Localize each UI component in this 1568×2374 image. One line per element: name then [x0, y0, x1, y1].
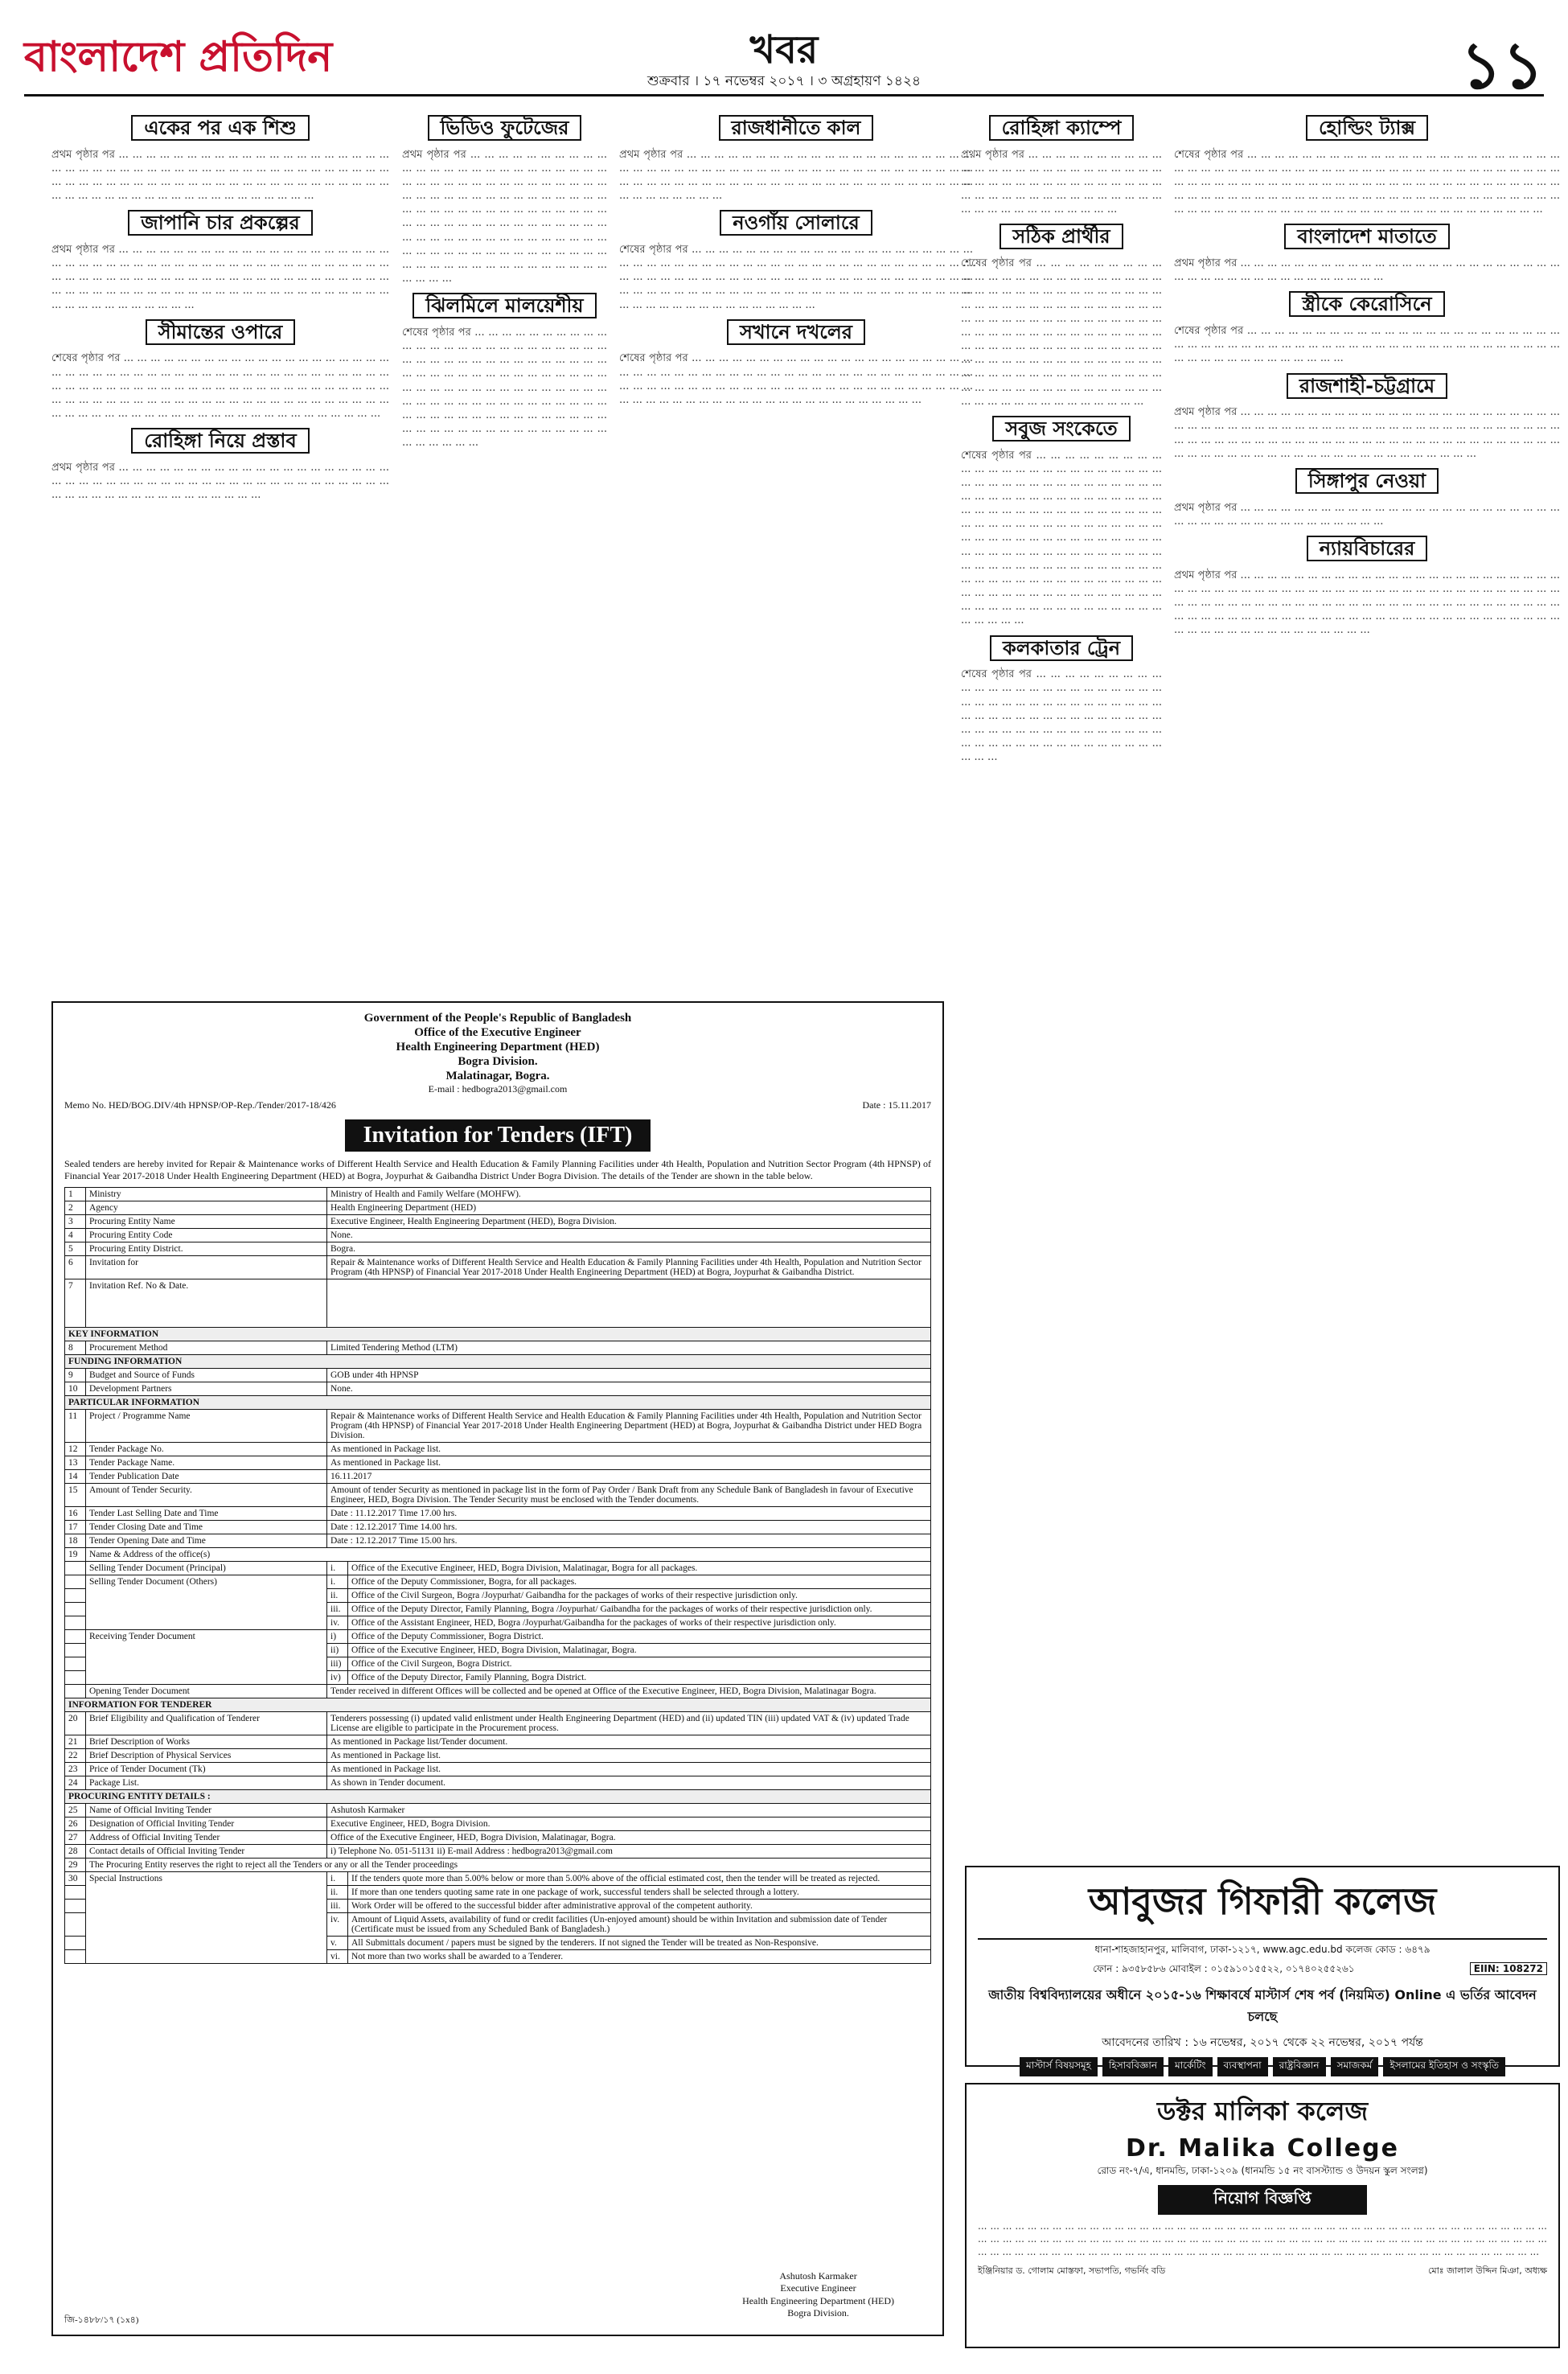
- column-2: [402, 113, 607, 989]
- table-row: 17 Tender Closing Date and Time Date : 12.12.2017 Time 14.00 hrs.: [65, 1521, 931, 1534]
- headline: স্ত্রীকে কেরোসিনে: [1174, 292, 1560, 318]
- table-row: 16 Tender Last Selling Date and Time Date : 11.12.2017 Time 17.00 hrs.: [65, 1507, 931, 1521]
- tender-date: Date : 15.11.2017: [862, 1099, 931, 1111]
- masthead: [24, 16, 1544, 103]
- headline: রাজশাহী-চট্টগ্রামে: [1174, 374, 1560, 400]
- tender-address: Malatinagar, Bogra.: [445, 1070, 550, 1082]
- headline: ন্যায়বিচারের: [1174, 536, 1560, 562]
- story-body: প্রথম পৃষ্ঠার পর ... ... ... ... ... ... ... ... ... ... ... ... ... ... ... ... ... ... ... ... ... ... ... ... ... ... ... ... ... ... ... ... ... ... ... ... ... ... ... ... ... ... ... ... ... ... ... ... ... ... ... ... ... ... ... ... ... ... ... ... ... ... ... ... ... ... ... ... ... ... ... ... ... ... ... ... ... ... ... ... ... ... ... ... ... ... ... ... ... ... ... ... ... ... ... ... ... ... ... ... ... ... ... ... ... ... ... ... ... ... ... ... ... ... ... ... ... ... ... ... ... ... ... ... ... ... ... ... ... ... ... ... ... ...: [402, 148, 607, 285]
- story: [402, 116, 607, 285]
- story: [1174, 469, 1560, 528]
- story: [961, 224, 1162, 408]
- story: [619, 116, 973, 203]
- story: [51, 116, 389, 203]
- college-phones: EIIN: 108272 ফোন : ৯৩৫৮৫৮৬ মোবাইল : ০১৫৯১০১৫৫২২, ০১৭৪০২৫৫২৬১: [978, 1962, 1547, 1978]
- table-row: Opening Tender Document Tender received in different Offices will be collected and be opened at Office of the Executive Engineer, HED, Bogra Division, Malatinagar Bogra.: [65, 1685, 931, 1698]
- table-row: Selling Tender Document (Others) i. Office of the Deputy Commissioner, Bogra, for all packages.: [65, 1575, 931, 1589]
- table-row: ii. If more than one tenders quoting same rate in one package of work, successful tenders shall be selected through a lottery.: [65, 1886, 931, 1900]
- table-row: iv. Amount of Liquid Assets, availability of fund or credit facilities (Un-enjoyed amount) should be within Invitation and submission date of Tender (Certificate must be issued from any Scheduled Bank of Bangladesh.): [65, 1913, 931, 1937]
- college-address: ধানা-শাহজাহানপুর, মালিবাগ, ঢাকা-১২১৭, www.agc.edu.bd কলেজ কোড : ৬৪৭৯: [1094, 1944, 1430, 1955]
- table-row: 29 The Procuring Entity reserves the right to reject all the Tenders or any or all the Tender proceedings: [65, 1859, 931, 1872]
- table-row: 3 Procuring Entity Name Executive Engineer, Health Engineering Department (HED), Bogra Division.: [65, 1215, 931, 1229]
- story-body: প্রথম পৃষ্ঠার পর ... ... ... ... ... ... ... ... ... ... ... ... ... ... ... ... ... ... ... ... ... ... ... ... ... ... ... ... ... ... ... ... ... ... ... ... ... ... ... ... ... ... ... ... ... ... ... ... ... ... ... ... ... ... ... ... ... ... ... ... ... ... ... ... ... ... ... ... ... ... ... ... ... ... ... ... ... ... ... ... ... ... ... ... ... ... ... ... ... ... ... ... ... ... ... ... ... ... ... ... ... ... ... ... ... ... ... ... ... ... ... ... ... ... ... ... ... ... ... ... ... ... ... ... ... ...: [1174, 569, 1560, 637]
- table-row: v. All Submittals document / papers must be signed by the tenderers. If not signed the Tender will be treated as Non-Responsive.: [65, 1937, 931, 1950]
- section-title: খবর: [749, 27, 819, 72]
- story-body: শেষের পৃষ্ঠার পর ... ... ... ... ... ... ... ... ... ... ... ... ... ... ... ... ... ... ... ... ... ... ... ... ... ... ... ... ... ... ... ... ... ... ... ... ... ... ... ... ... ... ... ... ... ... ... ... ... ... ... ... ... ... ... ... ... ... ... ... ... ... ... ... ...: [1174, 325, 1560, 365]
- table-row: iii) Office of the Civil Surgeon, Bogra District.: [65, 1657, 931, 1671]
- malika-body: ... ... ... ... ... ... ... ... ... ... ... ... ... ... ... ... ... ... ... ... ... ... ... ... ... ... ... ... ... ... ... ... ... ... ... ... ... ... ... ... ... ... ... ... ... ... ... ... ... ... ... ... ... ... ... ... ... ... ... ... ... ... ... ... ... ... ... ... ... ... ... ... ... ... ... ... ... ... ... ... ... ... ... ... ... ... ... ... ... ... ... ... ... ... ... ... ... ... ... ... ... ... ... ... ... ... ... ... ... ... ... ... ... ... ... ... ... ... ... ... ... ... ... ... ... ... ... ... ... ... ... ... ... ... ... ... ... ...: [978, 2220, 1547, 2258]
- malika-address: রোড নং-৭/এ, ধানমন্ডি, ঢাকা-১২০৯ (ধানমন্ডি ১৫ নং বাসস্ট্যান্ড ও উদয়ন স্কুল সংলগ্ন): [1097, 2165, 1428, 2176]
- column-1: [51, 113, 389, 989]
- headline: সীমান্তের ওপারে: [51, 320, 389, 346]
- story: [961, 417, 1162, 628]
- table-row: iv. Office of the Assistant Engineer, HED, Bogra /Joypurhat/Gaibandha for the packages of works of their respective jurisdiction only.: [65, 1616, 931, 1630]
- story-body: শেষের পৃষ্ঠার পর ... ... ... ... ... ... ... ... ... ... ... ... ... ... ... ... ... ... ... ... ... ... ... ... ... ... ... ... ... ... ... ... ... ... ... ... ... ... ... ... ... ... ... ... ... ... ... ... ... ... ... ... ... ... ... ... ... ... ... ... ... ... ... ... ... ... ... ... ... ... ... ... ... ... ... ... ... ... ... ... ... ... ... ... ... ... ... ... ... ... ... ... ... ... ... ... ... ... ... ... ... ... ... ... ... ... ... ... ... ... ... ... ... ... ... ... ... ... ... ... ... ... ... ... ... ... ... ... ... ... ... ... ... ... ... ... ... ... ... ... ... ... ... ... ... ... ... ... ... ... ... ... ... ... ... ... ... ... ... ... ... ... ... ... ... ... ... ... ... ... ... ... ... ... ... ... ... ... ...: [961, 449, 1162, 627]
- malika-name-en: Dr. Malika College: [1126, 2134, 1399, 2162]
- headline: সখানে দখলের: [619, 320, 973, 346]
- story-body: শেষের পৃষ্ঠার পর ... ... ... ... ... ... ... ... ... ... ... ... ... ... ... ... ... ... ... ... ... ... ... ... ... ... ... ... ... ... ... ... ... ... ... ... ... ... ... ... ... ... ... ... ... ... ... ... ... ... ... ... ... ... ... ... ... ... ... ... ... ... ... ... ... ... ... ... ... ... ... ... ... ... ... ... ... ... ... ... ... ... ... ... ... ... ... ... ... ... ... ... ... ... ... ... ... ... ... ... ... ... ... ... ... ... ... ... ... ... ... ... ... ...: [619, 243, 973, 311]
- table-row: Receiving Tender Document i) Office of the Deputy Commissioner, Bogra District.: [65, 1630, 931, 1644]
- headline: সিঙ্গাপুর নেওয়া: [1174, 469, 1560, 495]
- college-notice: জাতীয় বিশ্ববিদ্যালয়ের অধীনে ২০১৫-১৬ শিক্ষাবর্ষে মাস্টার্স শেষ পর্ব (নিয়মিত) Online এ ভর্তির আবেদন চলছে: [988, 1987, 1537, 2024]
- story-body: প্রথম পৃষ্ঠার পর ... ... ... ... ... ... ... ... ... ... ... ... ... ... ... ... ... ... ... ... ... ... ... ... ... ... ... ... ... ... ... ... ... ... ... ... ... ... ... ...: [1174, 501, 1560, 528]
- dateline: শুক্রবার । ১৭ নভেম্বর ২০১৭ । ৩ অগ্রহায়ণ ১৪২৪: [646, 73, 922, 89]
- story: [961, 116, 1162, 216]
- subject-chip: হিসাববিজ্ঞান: [1102, 2057, 1164, 2076]
- table-row: 13 Tender Package Name. As mentioned in Package list.: [65, 1456, 931, 1470]
- table-row: 6 Invitation for Repair & Maintenance works of Different Health Service and Health Education & Family Planning Facilities under 4th Health, Population and Nutrition Sector Program (4th HPNSP) of Financial Year 2017-2018 Under Health Engineering Department (HED) at Bogra, Joypurhat & Gaibandha District.: [65, 1256, 931, 1279]
- college-dates: আবেদনের তারিখ : ১৬ নভেম্বর, ২০১৭ থেকে ২২ নভেম্বর, ২০১৭ পর্যন্ত: [1102, 2036, 1423, 2049]
- tender-gov: Government of the People's Republic of Bangladesh: [363, 1012, 632, 1025]
- table-row: 23 Price of Tender Document (Tk) As mentioned in Package list.: [65, 1763, 931, 1776]
- story-body: শেষের পৃষ্ঠার পর ... ... ... ... ... ... ... ... ... ... ... ... ... ... ... ... ... ... ... ... ... ... ... ... ... ... ... ... ... ... ... ... ... ... ... ... ... ... ... ... ... ... ... ... ... ... ... ... ... ... ... ... ... ... ... ... ... ... ... ... ... ... ... ... ... ... ... ... ... ... ... ... ... ... ... ... ... ... ... ... ... ... ... ... ... ... ... ... ... ... ... ... ... ... ... ... ... ... ... ... ... ... ... ... ... ... ... ... ... ... ... ... ... ... ... ... ... ... ... ... ...: [402, 326, 607, 450]
- story-body: প্রথম পৃষ্ঠার পর ... ... ... ... ... ... ... ... ... ... ... ... ... ... ... ... ... ... ... ... ... ... ... ... ... ... ... ... ... ... ... ... ... ... ... ... ... ... ... ... ... ... ... ... ... ... ... ... ... ... ... ... ... ... ... ... ... ... ... ... ... ... ... ... ... ... ... ... ... ... ... ... ... ... ... ... ... ... ... ... ... ... ... ... ... ... ... ... ... ...: [51, 148, 389, 203]
- story: [1174, 536, 1560, 637]
- tender-title: Invitation for Tenders (IFT): [345, 1119, 651, 1152]
- table-row: 15 Amount of Tender Security. Amount of tender Security as mentioned in package list in the form of Pay Order / Bank Draft from any Schedule Bank of Bangladesh in favour of Executive Engineer, HED, Bogra Division. The Tender Security must be enclosed with the Tender documents.: [65, 1484, 931, 1507]
- story-body: শেষের পৃষ্ঠার পর ... ... ... ... ... ... ... ... ... ... ... ... ... ... ... ... ... ... ... ... ... ... ... ... ... ... ... ... ... ... ... ... ... ... ... ... ... ... ... ... ... ... ... ... ... ... ... ... ... ... ... ... ... ... ... ... ... ... ... ... ... ... ... ... ... ... ... ... ... ... ... ... ... ... ... ... ... ... ... ... ... ... ... ... ... ... ... ... ... ... ... ... ... ... ... ... ... ... ... ... ... ... ... ... ... ... ... ... ... ... ... ... ... ... ... ... ... ... ... ... ... ... ... ... ... ... ... ... ... ... ... ... ... ... ... ... ... ... ... ... ... ... ... ... ... ... ... ... ... ... ... ... ... ... ... ... ... ...: [961, 257, 1162, 408]
- headline: সবুজ সংকেতে: [961, 417, 1162, 442]
- table-row: 14 Tender Publication Date 16.11.2017: [65, 1470, 931, 1484]
- subject-chip: ইসলামের ইতিহাস ও সংস্কৃতি: [1383, 2057, 1505, 2076]
- table-row: 18 Tender Opening Date and Time Date : 12.12.2017 Time 15.00 hrs.: [65, 1534, 931, 1548]
- story: [961, 636, 1162, 765]
- headline: কলকাতার ট্রেন: [961, 636, 1162, 662]
- tender-memo-row: [64, 1099, 931, 1111]
- subject-chip: মার্কেটিং: [1168, 2057, 1213, 2076]
- column-4: [961, 113, 1162, 1850]
- story: [619, 211, 973, 311]
- story-body: শেষের পৃষ্ঠার পর ... ... ... ... ... ... ... ... ... ... ... ... ... ... ... ... ... ... ... ... ... ... ... ... ... ... ... ... ... ... ... ... ... ... ... ... ... ... ... ... ... ... ... ... ... ... ... ... ... ... ... ... ... ... ... ... ... ... ... ... ... ... ... ... ... ... ... ... ... ... ... ... ... ... ... ... ... ... ... ... ... ... ... ... ... ... ...: [961, 668, 1162, 764]
- subject-list: [978, 2057, 1547, 2076]
- column-5: [1174, 113, 1560, 1850]
- headline: সঠিক প্রার্থীর: [961, 224, 1162, 250]
- story-body: শেষের পৃষ্ঠার পর ... ... ... ... ... ... ... ... ... ... ... ... ... ... ... ... ... ... ... ... ... ... ... ... ... ... ... ... ... ... ... ... ... ... ... ... ... ... ... ... ... ... ... ... ... ... ... ... ... ... ... ... ... ... ... ... ... ... ... ... ... ... ... ... ... ... ... ... ... ... ... ... ... ... ... ... ... ... ... ... ... ... ... ... ... ... ... ... ... ... ... ... ... ... ... ...: [619, 352, 973, 406]
- table-row: 5 Procuring Entity District. Bogra.: [65, 1242, 931, 1256]
- story-body: প্রথম পৃষ্ঠার পর ... ... ... ... ... ... ... ... ... ... ... ... ... ... ... ... ... ... ... ... ... ... ... ... ... ... ... ... ... ... ... ... ... ... ... ... ... ... ... ...: [1174, 257, 1560, 284]
- tender-ad: [51, 1001, 944, 2336]
- column-3: [619, 113, 973, 989]
- headline: রোহিঙ্গা নিয়ে প্রস্তাব: [51, 429, 389, 454]
- table-row: 25 Name of Official Inviting Tender Ashutosh Karmaker: [65, 1804, 931, 1817]
- tender-signature: Ashutosh Karmaker Executive Engineer Health Engineering Department (HED) Bogra Division.: [742, 2269, 894, 2319]
- table-row: 12 Tender Package No. As mentioned in Package list.: [65, 1443, 931, 1456]
- story: [402, 294, 607, 450]
- malika-name-bn: ডক্টর মালিকা কলেজ: [1156, 2096, 1369, 2126]
- malika-footer: ইঞ্জিনিয়ার ড. গোলাম মোস্তফা, সভাপতি, গভর্নিং বডি মোঃ জালাল উদ্দিন মিঞা, অধ্যক্ষ: [978, 2265, 1547, 2276]
- story-body: প্রথম পৃষ্ঠার পর ... ... ... ... ... ... ... ... ... ... ... ... ... ... ... ... ... ... ... ... ... ... ... ... ... ... ... ... ... ... ... ... ... ... ... ... ... ... ... ... ... ... ... ... ... ... ... ... ... ... ... ... ... ... ... ... ... ... ... ... ... ... ... ... ... ... ... ... ... ... ... ... ... ... ... ... ... ... ... ... ... ... ... ... ... ... ... ... ... ... ... ... ... ... ... ... ... ... ... ... ... ... ... ... ... ...: [51, 243, 389, 311]
- table-row: iv) Office of the Deputy Director, Family Planning, Bogra District.: [65, 1671, 931, 1685]
- table-row: 10 Development Partners None.: [65, 1382, 931, 1396]
- headline: ভিডিও ফুটেজের: [402, 116, 607, 142]
- table-row: ii. Office of the Civil Surgeon, Bogra /Joypurhat/ Gaibandha for the packages of works of their respective jurisdiction only.: [65, 1589, 931, 1603]
- subject-chip: সমাজকর্ম: [1331, 2057, 1379, 2076]
- tender-table: [64, 1187, 931, 1964]
- table-row: 21 Brief Description of Works As mentioned in Package list/Tender document.: [65, 1735, 931, 1749]
- malika-college-ad: [965, 2083, 1560, 2348]
- table-section: INFORMATION FOR TENDERER: [65, 1698, 931, 1712]
- tender-intro: Sealed tenders are hereby invited for Repair & Maintenance works of Different Health Service and Health Education & Family Planning Facilities under 4th Health, Population and Nutrition Sector Program (4th HPNSP) of Financial Year 2017-2018 Under Health Engineering Department (HED) at Bogra, Joypurhat & Gaibandha District Under Bogra Division. The details of the Tender are shown in the table below.: [64, 1158, 931, 1182]
- story-body: প্রথম পৃষ্ঠার পর ... ... ... ... ... ... ... ... ... ... ... ... ... ... ... ... ... ... ... ... ... ... ... ... ... ... ... ... ... ... ... ... ... ... ... ... ... ... ... ... ... ... ... ... ... ... ... ... ... ... ... ... ... ... ... ... ... ... ... ... ... ... ... ... ... ... ... ... ... ... ... ... ... ... ... ... ... ... ... ... ...: [619, 148, 973, 203]
- headline: বাংলাদেশ মাতাতে: [1174, 224, 1560, 250]
- subject-chip: রাষ্ট্রবিজ্ঞান: [1273, 2057, 1326, 2076]
- subject-chip: মাস্টার্স বিষয়সমূহ: [1020, 2057, 1098, 2076]
- newspaper-logo: বাংলাদেশ প্রতিদিন: [24, 33, 333, 81]
- story-body: শেষের পৃষ্ঠার পর ... ... ... ... ... ... ... ... ... ... ... ... ... ... ... ... ... ... ... ... ... ... ... ... ... ... ... ... ... ... ... ... ... ... ... ... ... ... ... ... ... ... ... ... ... ... ... ... ... ... ... ... ... ... ... ... ... ... ... ... ... ... ... ... ... ... ... ... ... ... ... ... ... ... ... ... ... ... ... ... ... ... ... ... ... ... ... ... ... ... ... ... ... ... ... ... ... ... ... ... ... ... ... ... ... ... ... ... ... ... ... ... ... ... ... ... ... ... ... ...: [51, 352, 389, 421]
- table-row: vi. Not more than two works shall be awarded to a Tenderer.: [65, 1950, 931, 1964]
- tender-dept: Health Engineering Department (HED): [396, 1041, 600, 1054]
- table-row: 19 Name & Address of the office(s): [65, 1548, 931, 1562]
- table-row: 20 Brief Eligibility and Qualification of Tenderer Tenderers possessing (i) updated valid enlistment under Health Engineering Department (HED) and (ii) updated TIN (iii) updated VAT & (iv) updated Trade License are eligible to participate in the Procurement process.: [65, 1712, 931, 1735]
- college-eiin: EIIN: 108272: [1470, 1962, 1547, 1975]
- headline: একের পর এক শিশু: [51, 116, 389, 142]
- headline: নওগাঁয় সোলারে: [619, 211, 973, 236]
- story: [51, 211, 389, 311]
- story: [1174, 292, 1560, 365]
- story: [51, 429, 389, 502]
- tender-division: Bogra Division.: [458, 1055, 538, 1068]
- college-name: আবুজর গিফারী কলেজ: [978, 1874, 1547, 1940]
- table-row: 1 Ministry Ministry of Health and Family Welfare (MOHFW).: [65, 1188, 931, 1201]
- table-section: PROCURING ENTITY DETAILS :: [65, 1790, 931, 1804]
- story: [51, 320, 389, 421]
- ad-reference: জি-১৪৮৮/১৭ (১x৪): [64, 2315, 139, 2325]
- tender-memo: Memo No. HED/BOG.DIV/4th HPNSP/OP-Rep./Tender/2017-18/426: [64, 1099, 336, 1111]
- story-body: শেষের পৃষ্ঠার পর ... ... ... ... ... ... ... ... ... ... ... ... ... ... ... ... ... ... ... ... ... ... ... ... ... ... ... ... ... ... ... ... ... ... ... ... ... ... ... ... ... ... ... ... ... ... ... ... ... ... ... ... ... ... ... ... ... ... ... ... ... ... ... ... ... ... ... ... ... ... ... ... ... ... ... ... ... ... ... ... ... ... ... ... ... ... ... ... ... ... ... ... ... ... ... ... ... ... ... ... ... ... ... ... ... ... ... ... ... ... ... ... ... ... ... ... ... ... ... ... ... ... ... ... ... ... ... ... ... ... ... ... ... ... ... ... ... ...: [1174, 148, 1560, 216]
- table-row: 27 Address of Official Inviting Tender Office of the Executive Engineer, HED, Bogra Division, Malatinagar, Bogra.: [65, 1831, 931, 1845]
- table-row: 22 Brief Description of Physical Services As mentioned in Package list.: [65, 1749, 931, 1763]
- malika-heading: নিয়োগ বিজ্ঞপ্তি: [1158, 2185, 1367, 2215]
- table-row: ii) Office of the Executive Engineer, HED, Bogra Division, Malatinagar, Bogra.: [65, 1644, 931, 1657]
- story: [1174, 374, 1560, 461]
- table-row: 2 Agency Health Engineering Department (HED): [65, 1201, 931, 1215]
- table-section: PARTICULAR INFORMATION: [65, 1396, 931, 1410]
- story: [619, 320, 973, 407]
- table-section: FUNDING INFORMATION: [65, 1355, 931, 1369]
- story: [1174, 116, 1560, 216]
- story: [1174, 224, 1560, 284]
- table-section: KEY INFORMATION: [65, 1328, 931, 1341]
- headline: জাপানি চার প্রকল্পের: [51, 211, 389, 236]
- tender-email: E-mail : hedbogra2013@gmail.com: [428, 1083, 568, 1095]
- table-row: 7 Invitation Ref. No & Date.: [65, 1279, 931, 1328]
- college-ad: [965, 1866, 1560, 2071]
- table-row: 9 Budget and Source of Funds GOB under 4th HPNSP: [65, 1369, 931, 1382]
- headline: হোল্ডিং ট্যাক্স: [1174, 116, 1560, 142]
- table-row: 8 Procurement Method Limited Tendering Method (LTM): [65, 1341, 931, 1355]
- subject-chip: ব্যবস্থাপনা: [1217, 2057, 1268, 2076]
- table-row: 24 Package List. As shown in Tender document.: [65, 1776, 931, 1790]
- table-row: 11 Project / Programme Name Repair & Maintenance works of Different Health Service and Health Education & Family Planning Facilities under 4th Health, Population and Nutrition Sector Program (4th HPNSP) of Financial Year 2017-2018 Under Health Engineering Department (HED) at Bogra, Joypurhat & Gaibandha District under HED Bogra Division.: [65, 1410, 931, 1443]
- page-number: ১১: [1460, 28, 1544, 103]
- table-row: iii. Office of the Deputy Director, Family Planning, Bogra /Joypurhat/ Gaibandha for the packages of works of their respective jurisdiction only.: [65, 1603, 931, 1616]
- table-row: 4 Procuring Entity Code None.: [65, 1229, 931, 1242]
- headline: রোহিঙ্গা ক্যাম্পে: [961, 116, 1162, 142]
- story-body: প্রথম পৃষ্ঠার পর ... ... ... ... ... ... ... ... ... ... ... ... ... ... ... ... ... ... ... ... ... ... ... ... ... ... ... ... ... ... ... ... ... ... ... ... ... ... ... ... ... ... ... ... ... ... ... ... ... ... ... ... ... ... ... ... ... ... ... ... ... ... ... ... ... ... ...: [961, 148, 1162, 216]
- table-row: iii. Work Order will be offered to the successful bidder after administrative approval of the competent authority.: [65, 1900, 931, 1913]
- story-body: প্রথম পৃষ্ঠার পর ... ... ... ... ... ... ... ... ... ... ... ... ... ... ... ... ... ... ... ... ... ... ... ... ... ... ... ... ... ... ... ... ... ... ... ... ... ... ... ... ... ... ... ... ... ... ... ... ... ... ... ... ... ... ... ... ... ... ... ... ...: [51, 461, 389, 502]
- table-row: 28 Contact details of Official Inviting Tender i) Telephone No. 051-51131 ii) E-mail Address : hedbogra2013@gmail.com: [65, 1845, 931, 1859]
- table-row: Selling Tender Document (Principal) i. Office of the Executive Engineer, HED, Bogra Division, Malatinagar, Bogra for all packages.: [65, 1562, 931, 1575]
- table-row: 26 Designation of Official Inviting Tender Executive Engineer, HED, Bogra Division.: [65, 1817, 931, 1831]
- story-body: প্রথম পৃষ্ঠার পর ... ... ... ... ... ... ... ... ... ... ... ... ... ... ... ... ... ... ... ... ... ... ... ... ... ... ... ... ... ... ... ... ... ... ... ... ... ... ... ... ... ... ... ... ... ... ... ... ... ... ... ... ... ... ... ... ... ... ... ... ... ... ... ... ... ... ... ... ... ... ... ... ... ... ... ... ... ... ... ... ... ... ... ... ... ... ... ... ... ... ... ... ... ... ... ... ... ... ... ... ... ... ... ... ...: [1174, 406, 1560, 460]
- table-row: 30 Special Instructions i. If the tenders quote more than 5.00% below or more than 5.00% above of the official estimated cost, then the tender will be treated as rejected.: [65, 1872, 931, 1886]
- headline: ঝিলমিলে মালয়েশীয়: [402, 294, 607, 319]
- headline: রাজধানীতে কাল: [619, 116, 973, 142]
- tender-office: Office of the Executive Engineer: [414, 1026, 581, 1039]
